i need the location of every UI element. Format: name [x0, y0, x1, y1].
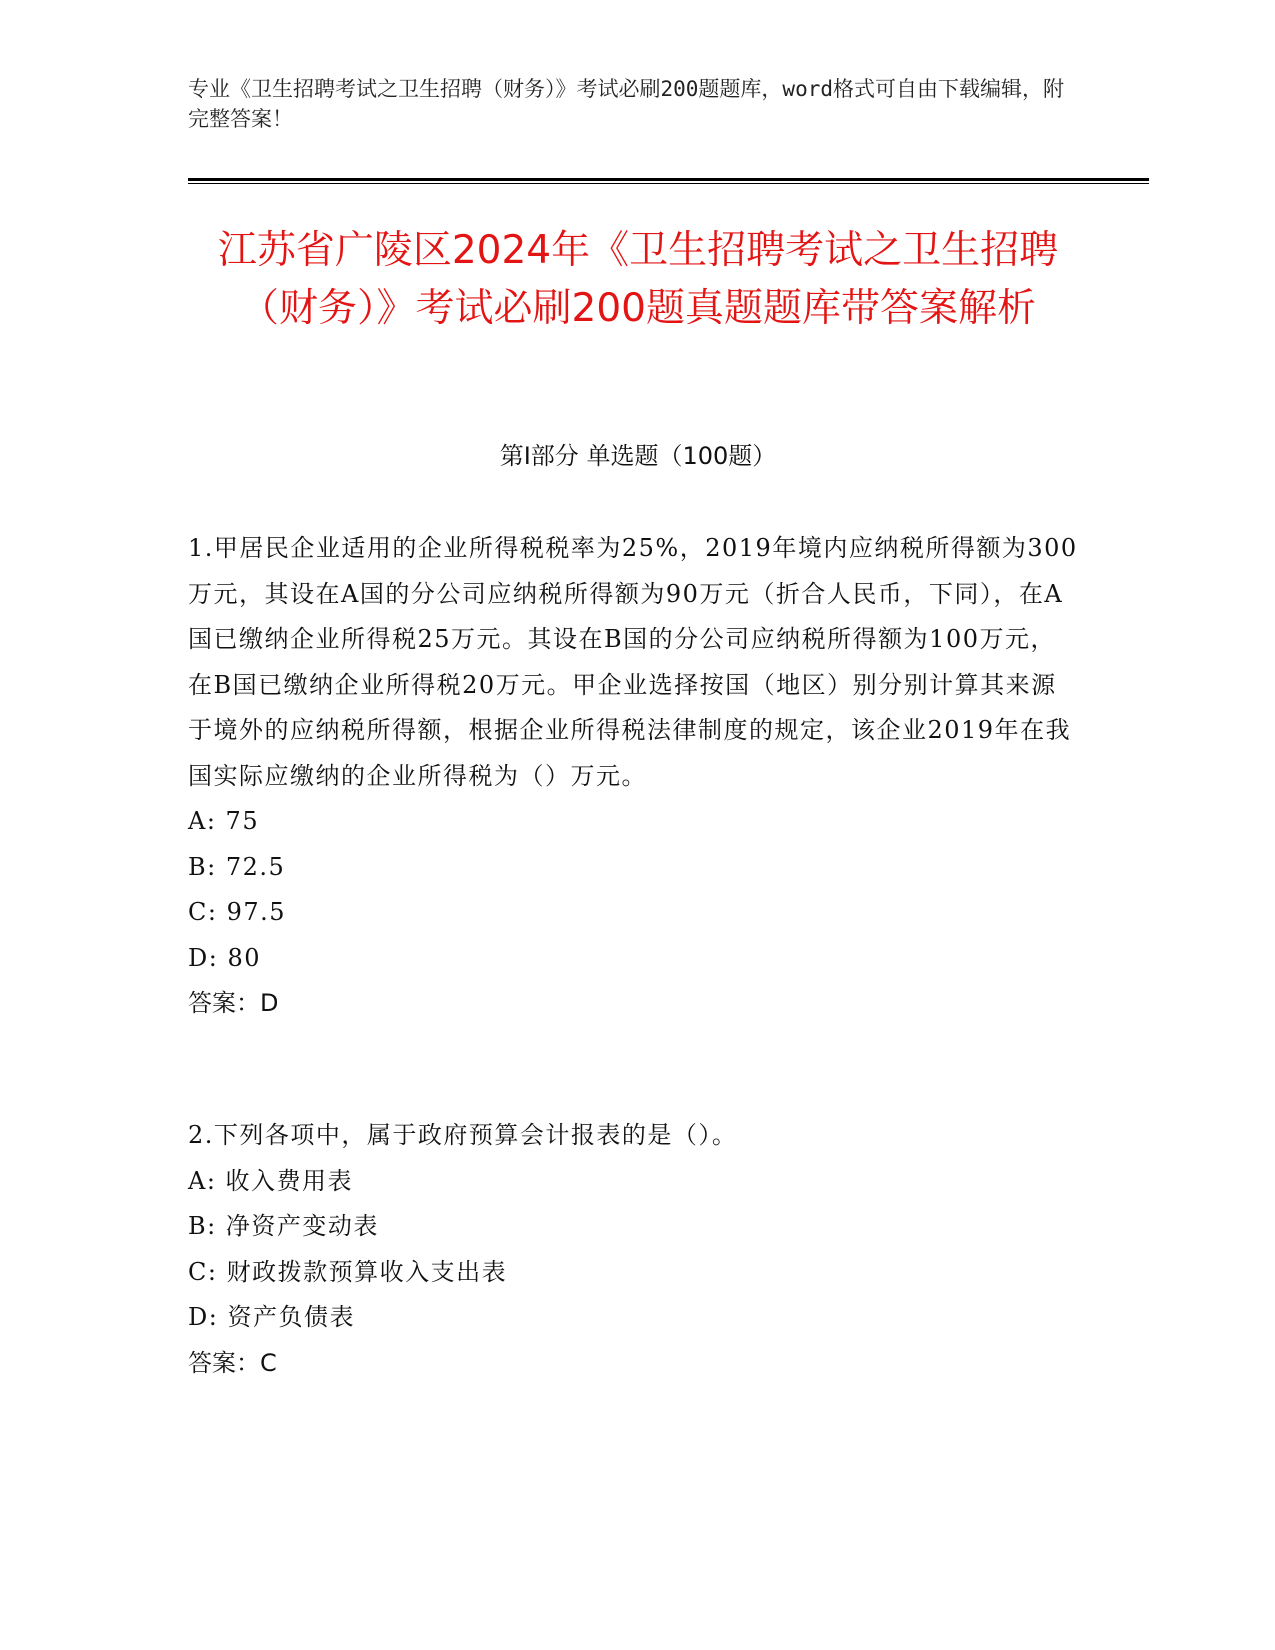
intro-text: 专业《卫生招聘考试之卫生招聘（财务）》考试必刷200题题库，word格式可自由下载编辑，附完整答案！ [188, 77, 1064, 131]
option-c: C: 财政拨款预算收入支出表 [188, 1257, 508, 1286]
header-divider-thin [188, 183, 1149, 184]
question-2 [188, 1113, 1078, 1386]
option-b: B: 净资产变动表 [188, 1212, 379, 1240]
option-a: A: 75 [188, 807, 260, 835]
option-b: B: 72.5 [188, 852, 286, 881]
header-divider-thick [188, 178, 1149, 181]
option-d: D: 80 [188, 943, 261, 972]
option-d: D: 资产负债表 [188, 1303, 355, 1331]
answer-label: 答案：C [188, 1348, 277, 1377]
question-1 [188, 526, 1078, 1027]
option-a: A: 收入费用表 [188, 1166, 354, 1195]
option-c: C: 97.5 [188, 898, 287, 926]
question-stem: 1.甲居民企业适用的企业所得税税率为25%，2019年境内应纳税所得额为300万元，其设在A国的分公司应纳税所得额为90万元（折合人民币，下同），在A国已缴纳企业所得税25万元。其设在B国的分公司应纳税所得额为100万元，在B国已缴纳企业所得税20万元。甲企业选择按国（地区）别分别计算其来源于境外的应纳税所得额，根据企业所得税法律制度的规定，该企业2019年在我国实际应缴纳的企业所得税为（）万元。 [188, 534, 1078, 790]
section-heading: 第I部分 单选题（100题） [499, 442, 777, 470]
question-stem: 2.下列各项中，属于政府预算会计报表的是（）。 [188, 1121, 738, 1149]
document-title: 江苏省广陵区2024年《卫生招聘考试之卫生招聘（财务）》考试必刷200题真题题库带答案解析 [217, 228, 1059, 331]
answer-label: 答案：D [188, 989, 279, 1017]
